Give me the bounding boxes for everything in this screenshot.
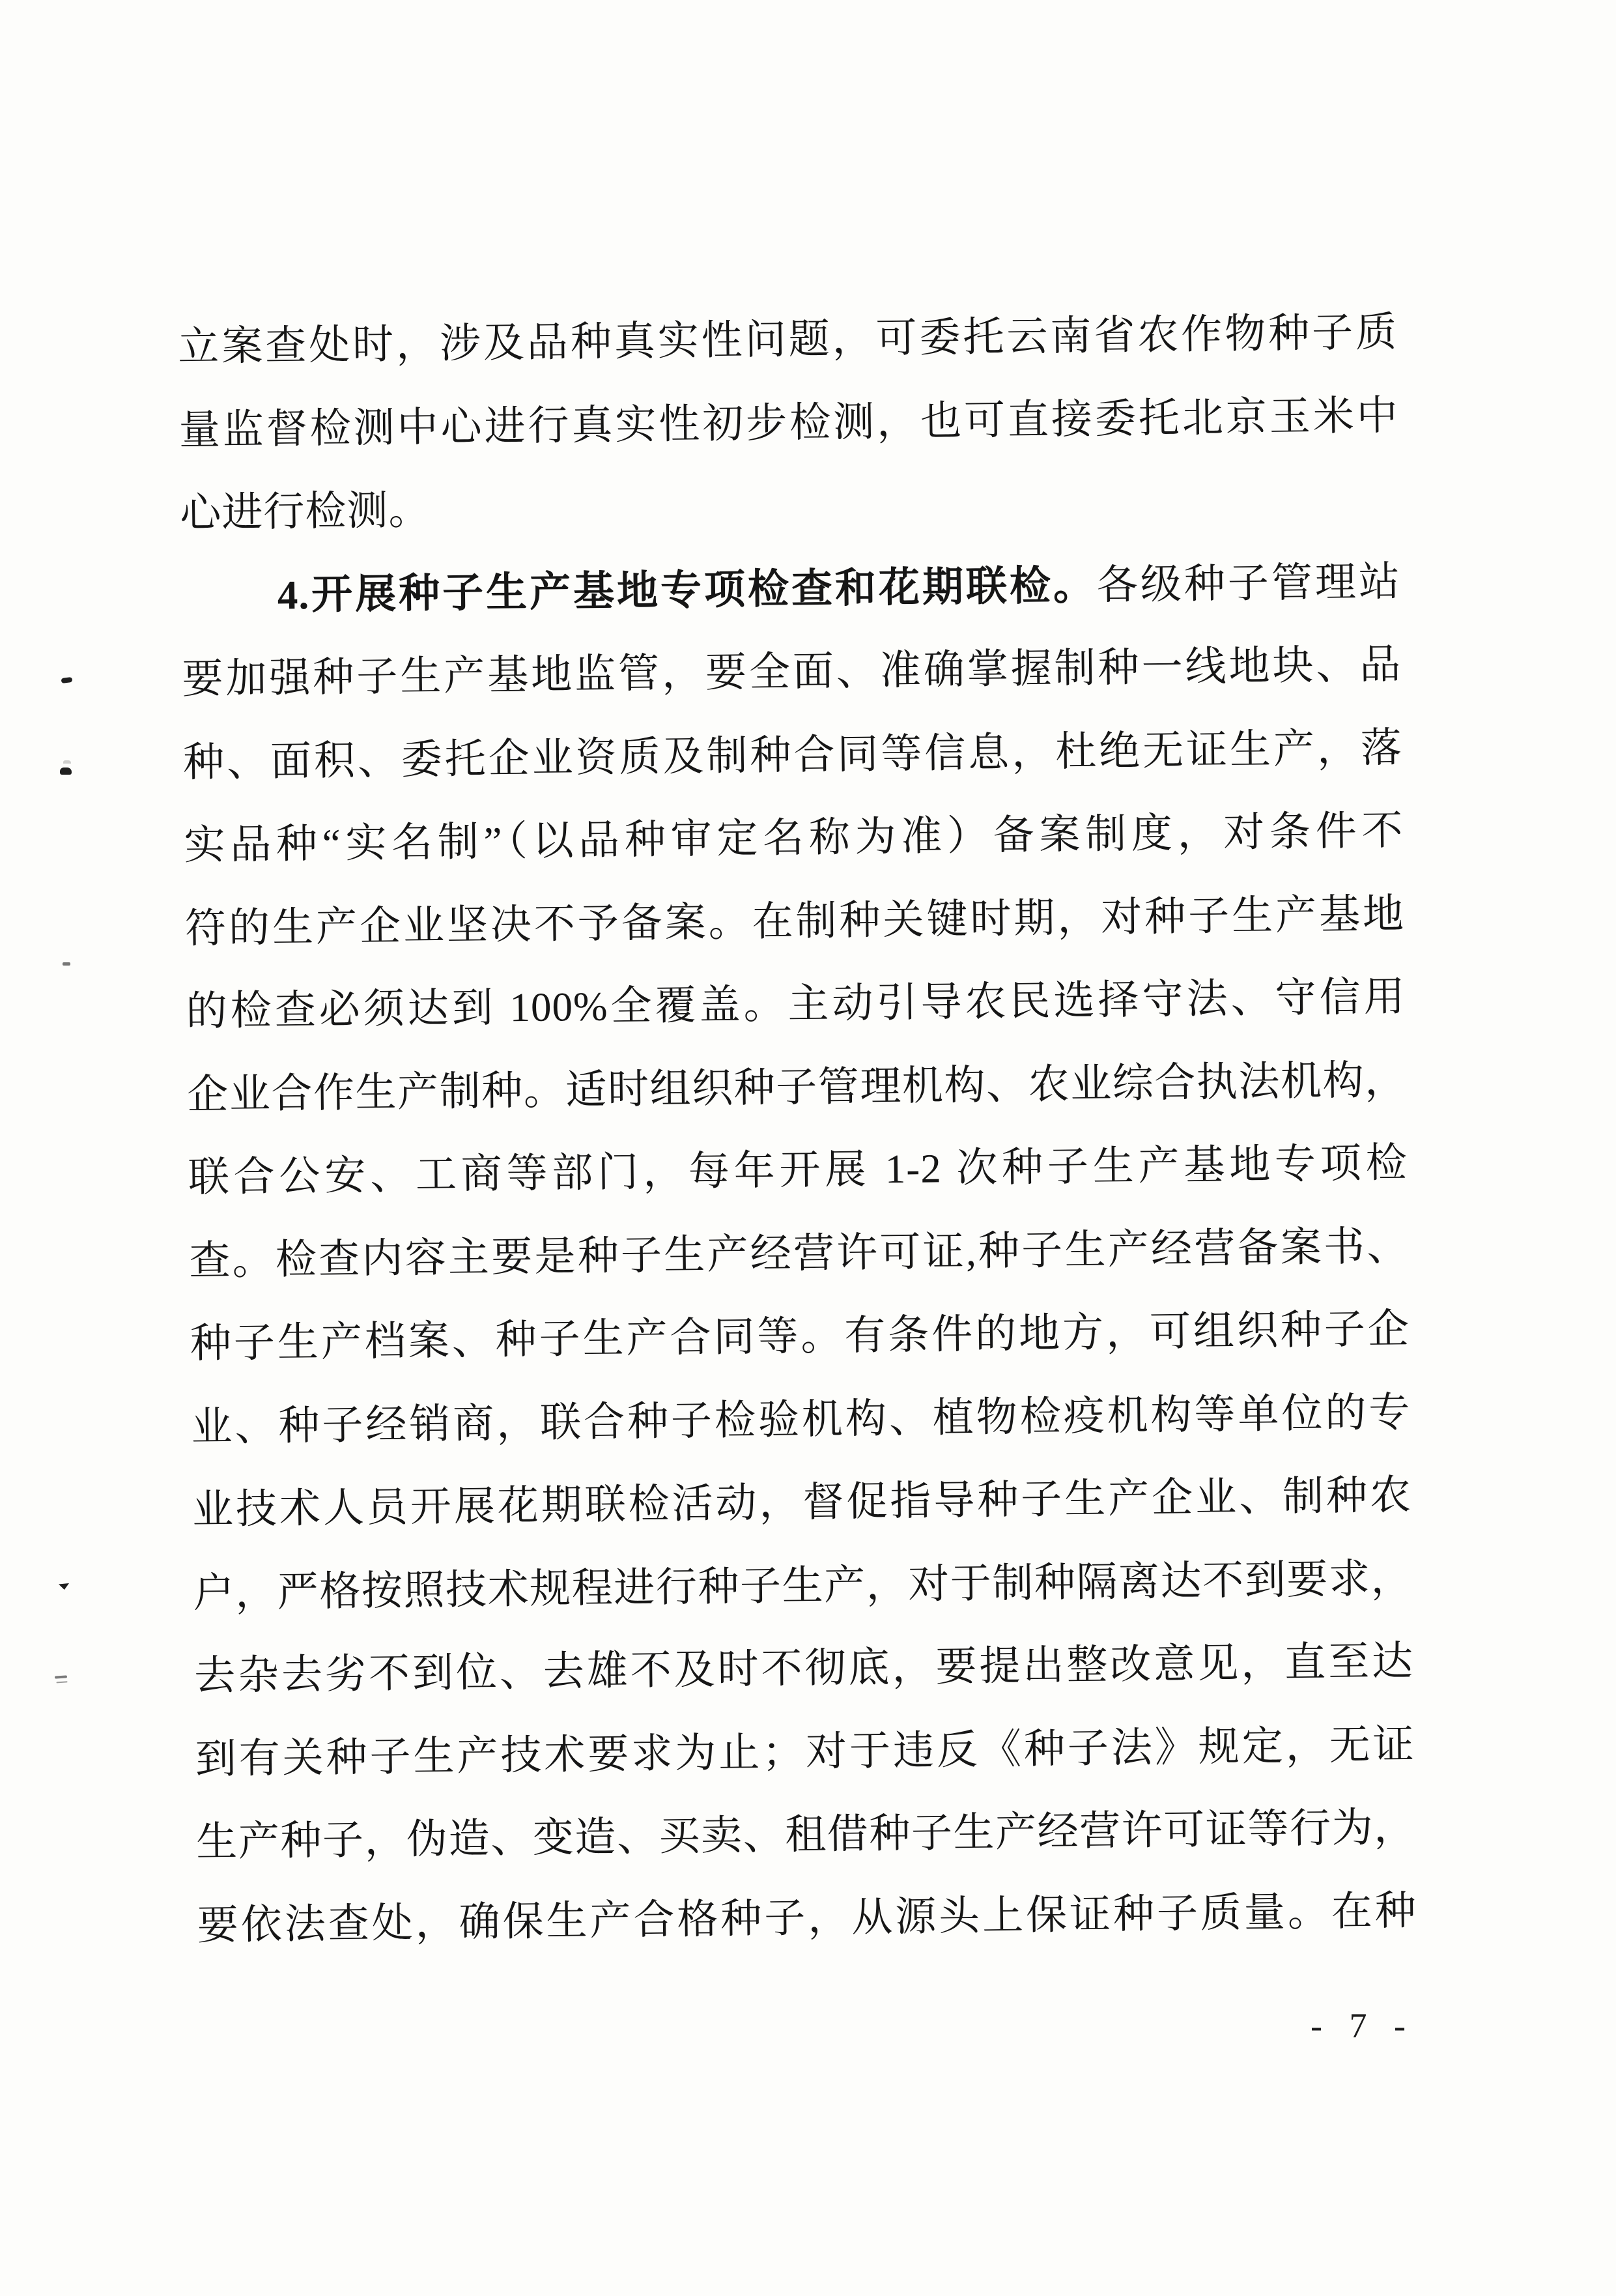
text-line: 要依法查处，确保生产合格种子，从源头上保证种子质量。在种 [197,1887,1417,1948]
text-line: 到有关种子生产技术要求为止；对于违反《种子法》规定，无证 [195,1721,1415,1782]
scan-artifact-dash [63,962,70,966]
page-number: - 7 - [1311,2006,1415,2045]
scan-artifact-blob [60,768,72,775]
text-line: 户，严格按照技术规程进行种子生产，对于制种隔离达不到要求， [193,1555,1413,1616]
text-line-section-start [180,540,1400,638]
scan-artifact-dot [59,1583,69,1590]
text-line: 实品种“实名制”（以品种审定名称为准）备案制度，对条件不 [184,807,1404,868]
text-line: 企业合作生产制种。适时组织种子管理机构、农业综合执法机构， [186,1057,1407,1117]
text-line: 量监督检测中心进行真实性初步检测，也可直接委托北京玉米中 [178,392,1399,453]
section-heading-rest: 各级种子管理站 [1096,558,1401,608]
text-line: 立案查处时，涉及品种真实性问题，可委托云南省农作物种子质 [177,309,1398,370]
text-line: 业、种子经销商，联合种子检验机构、植物检疫机构等单位的专 [191,1389,1411,1450]
text-line: 符的生产企业坚决不予备案。在制种关键时期，对种子生产基地 [184,891,1405,951]
section-heading: 4.开展种子生产基地专项检查和花期联检。 [277,562,1098,618]
text-line: 业技术人员开展花期联检活动，督促指导种子生产企业、制种农 [191,1472,1412,1533]
text-line: 要加强种子生产基地监管，要全面、准确掌握制种一线地块、品 [182,641,1402,702]
scan-artifact-tilde [55,1675,67,1678]
text-line: 种子生产档案、种子生产合同等。有条件的地方，可组织种子企 [190,1306,1410,1367]
text-line: 查。检查内容主要是种子生产经营许可证,种子生产经营备案书、 [188,1223,1409,1284]
text-line: 去杂去劣不到位、去雄不及时不彻底，要提出整改意见，直至达 [193,1638,1414,1699]
text-line: 的检查必须达到 100%全覆盖。主动引导农民选择守法、守信用 [186,973,1406,1035]
body-text [177,291,1417,1968]
text-line: 联合公安、工商等部门，每年开展 1-2 次种子生产基地专项检 [188,1140,1408,1201]
scan-artifact-dash [61,677,73,683]
text-line: 心进行检测。 [179,487,431,536]
text-line: 种、面积、委托企业资质及制种合同等信息，杜绝无证生产，落 [182,725,1403,785]
text-line: 生产种子，伪造、变造、买卖、租借种子生产经营许可证等行为， [195,1804,1416,1865]
